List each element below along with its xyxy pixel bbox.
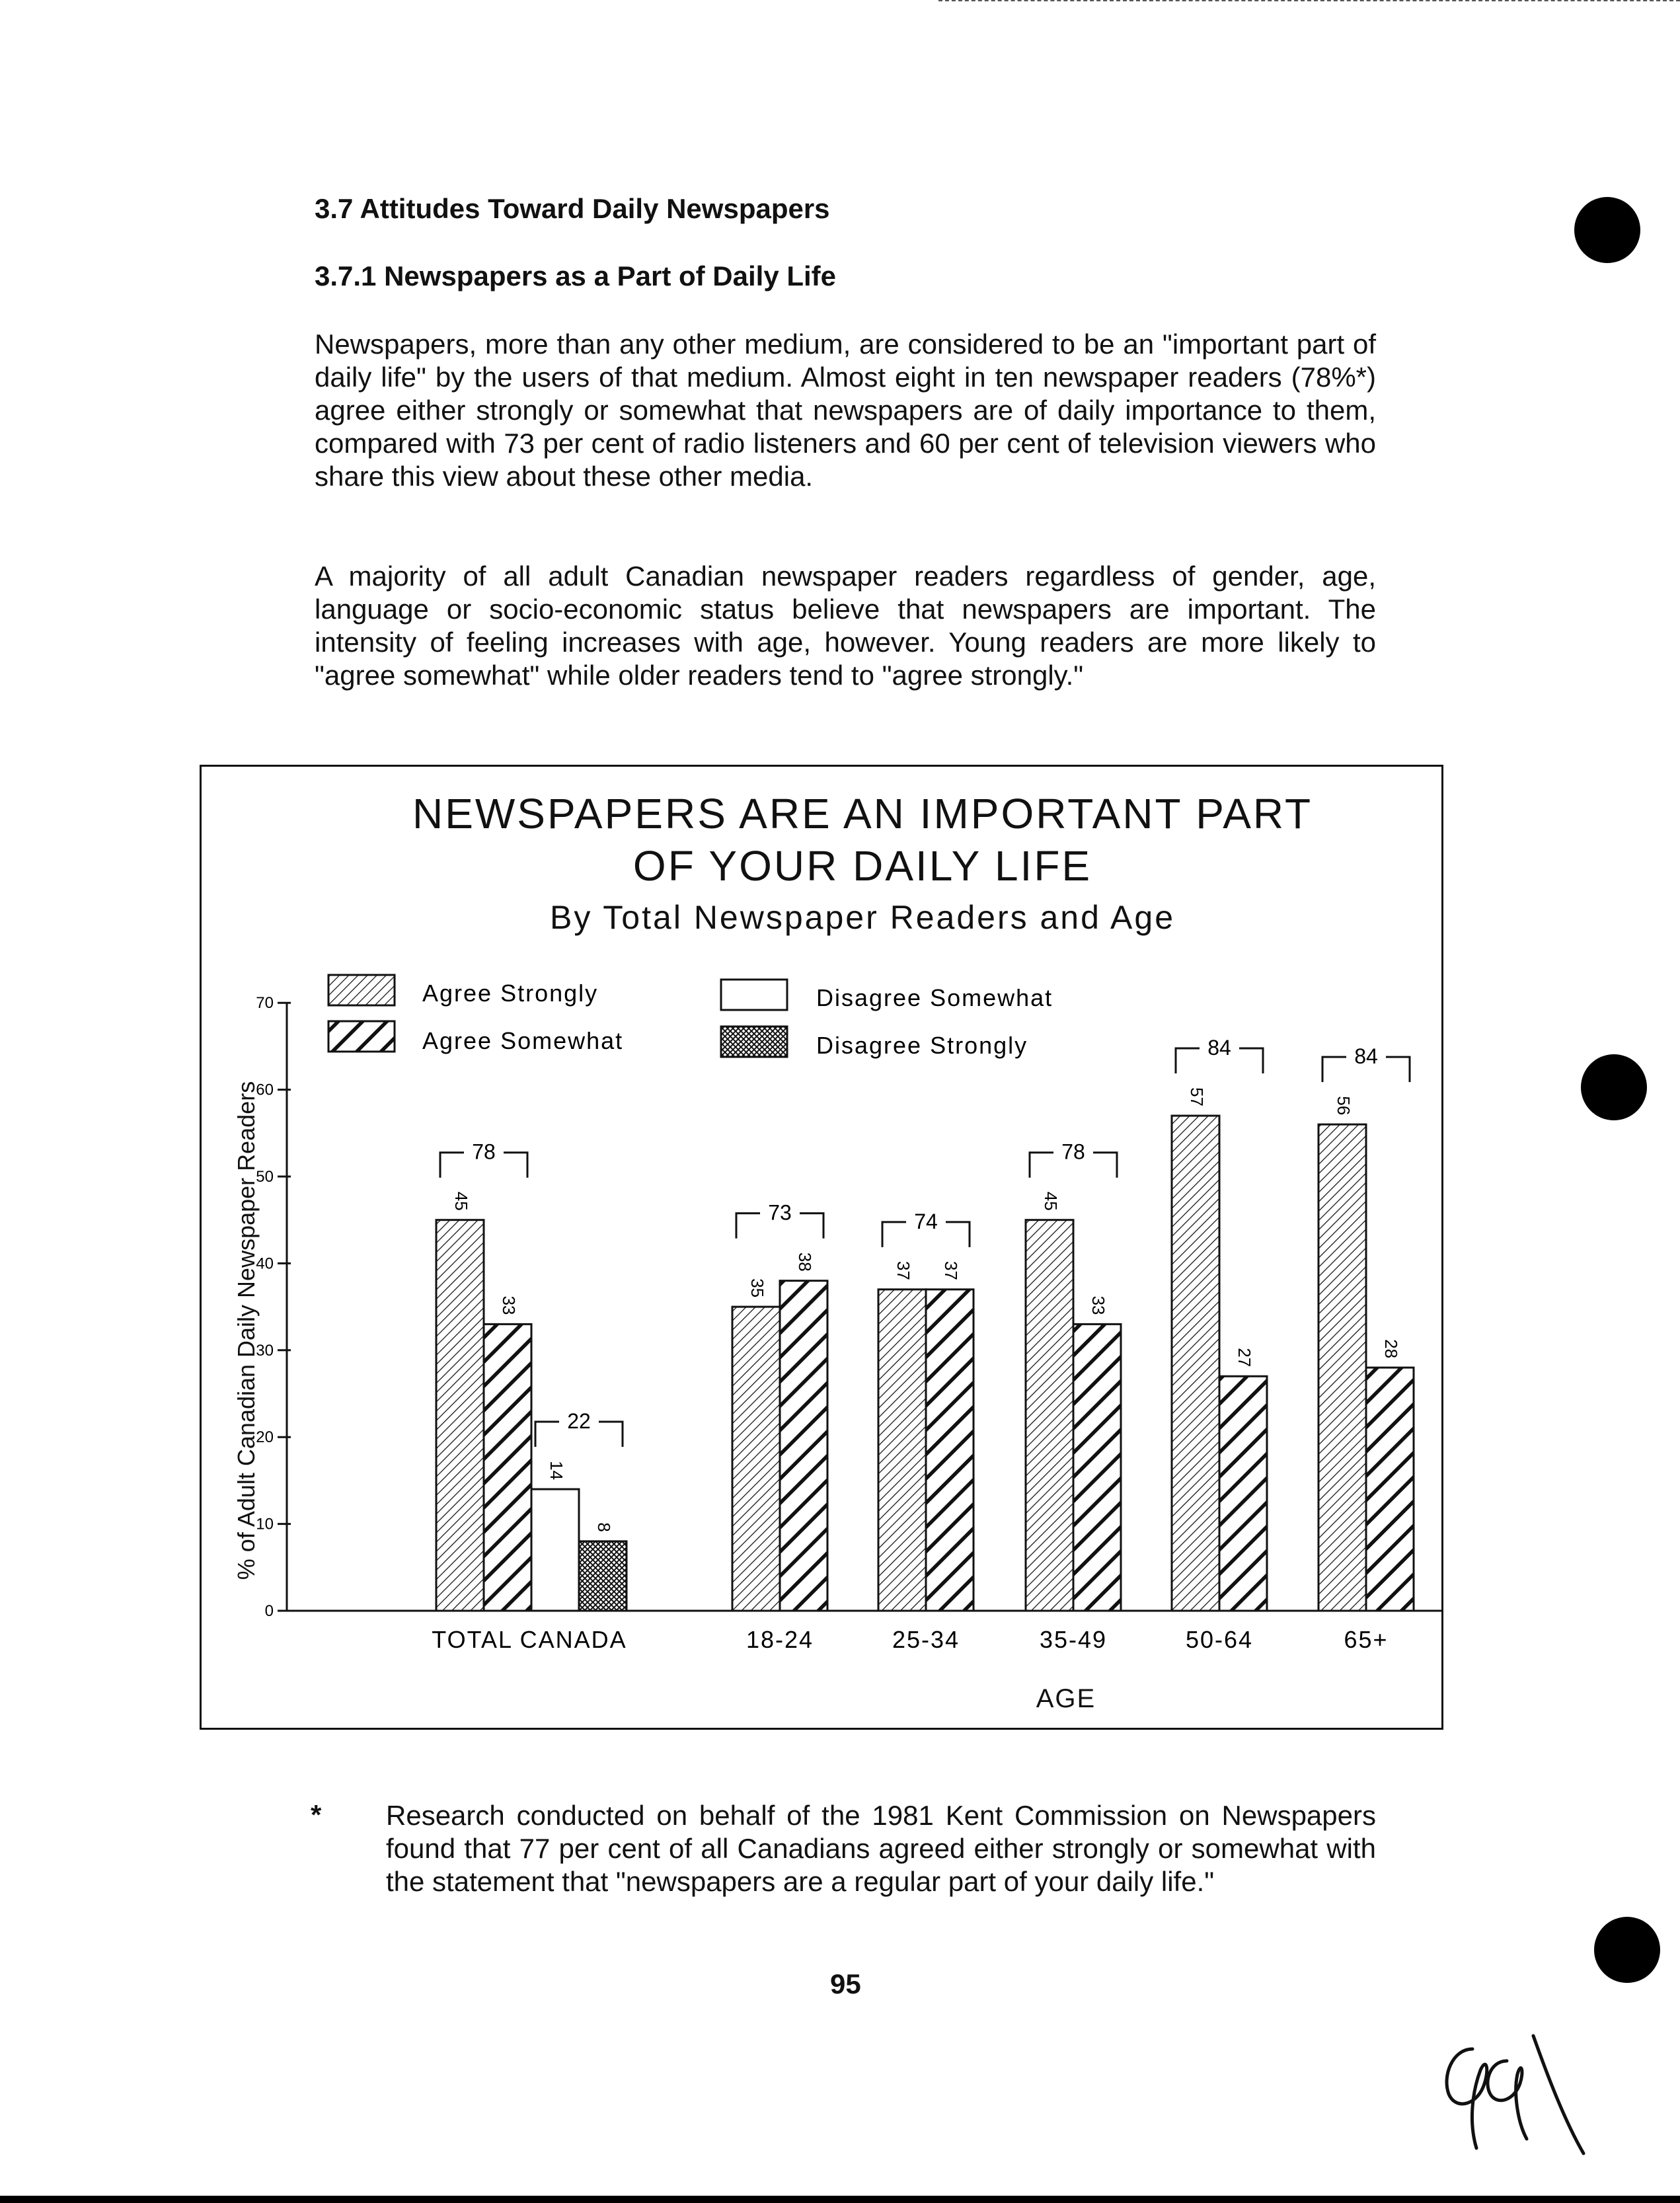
x-category-label: 18-24 [745, 1626, 814, 1653]
binder-hole-2 [1581, 1054, 1647, 1120]
bracket-total-label: 22 [567, 1409, 591, 1434]
footnote-marker: * [311, 1799, 322, 1830]
bar-value-label: 37 [941, 1260, 962, 1280]
y-tick-label: 70 [256, 994, 274, 1013]
bar-value-label: 56 [1334, 1096, 1354, 1116]
y-tick-label: 60 [256, 1081, 274, 1099]
legend-label-agree-strongly: Agree Strongly [422, 980, 599, 1007]
page-number: 95 [830, 1968, 861, 1999]
y-tick-label: 0 [264, 1602, 274, 1620]
legend-swatch-agree-strongly [328, 975, 395, 1005]
x-category-label: TOTAL CANADA [432, 1626, 627, 1653]
legend [328, 975, 1053, 1059]
binder-hole-1 [1574, 197, 1640, 263]
y-tick-label: 40 [256, 1255, 274, 1273]
bar-value-label: 28 [1381, 1339, 1402, 1359]
bar-value-label: 37 [894, 1260, 914, 1280]
y-tick-label: 30 [256, 1341, 274, 1360]
bar-value-label: 33 [499, 1295, 519, 1315]
subsection-heading: 3.7.1 Newspapers as a Part of Daily Life [315, 260, 837, 291]
y-axis-title: % of Adult Canadian Daily Newspaper Readers [233, 1081, 260, 1580]
scan-bottom-edge [0, 2196, 1680, 2203]
bar-value-label: 57 [1187, 1087, 1207, 1107]
paragraph-2: A majority of all adult Canadian newspaper readers regardless of gender, age, language or socio-economic status believe that newspapers are important. The intensity of feeling increases with age, however. Young readers are more likely to "agree somewhat" while older readers tend to "agree strongly." [315, 560, 1376, 691]
bar [579, 1541, 627, 1611]
bar-value-label: 33 [1088, 1295, 1109, 1315]
y-tick-label: 20 [256, 1428, 274, 1447]
bracket-total-label: 78 [1061, 1140, 1085, 1164]
bracket-total-label: 73 [768, 1200, 792, 1225]
chart-frame [200, 765, 1443, 1730]
legend-label-disagree-strongly: Disagree Strongly [816, 1032, 1028, 1059]
bar [1172, 1116, 1219, 1611]
legend-swatch-disagree-strongly [721, 1026, 787, 1057]
bar-value-label: 35 [747, 1278, 768, 1298]
legend-label-agree-somewhat: Agree Somewhat [422, 1027, 624, 1054]
bar-value-label: 45 [451, 1191, 472, 1211]
chart-title-line-1: NEWSPAPERS ARE AN IMPORTANT PART [412, 790, 1313, 837]
bar [1026, 1220, 1073, 1611]
bracket-total-label: 78 [472, 1140, 496, 1164]
legend-label-disagree-somewhat: Disagree Somewhat [816, 984, 1053, 1011]
scan-top-edge [938, 0, 1680, 4]
x-category-label: 35-49 [1039, 1626, 1108, 1653]
bar [436, 1220, 484, 1611]
bracket-total-label: 74 [914, 1209, 938, 1233]
legend-swatch-agree-somewhat [328, 1021, 395, 1052]
binder-hole-3 [1594, 1917, 1660, 1983]
bracket-total-label: 84 [1207, 1036, 1231, 1060]
x-category-label: 25-34 [892, 1626, 960, 1653]
bar [1366, 1368, 1414, 1611]
bar [531, 1489, 579, 1611]
bar [732, 1307, 780, 1611]
bar [1073, 1324, 1121, 1611]
chart-subtitle: By Total Newspaper Readers and Age [549, 899, 1176, 936]
footnote-text: Research conducted on behalf of the 1981 Kent Commission on Newspapers found that 77 per cent of all Canadians agreed either strongly or somewhat with the statement that "newspapers are a regular part of your daily life." [386, 1800, 1376, 1897]
bar-value-label: 38 [795, 1252, 816, 1272]
bar [1318, 1124, 1366, 1611]
bar-value-label: 45 [1041, 1191, 1061, 1211]
x-axis-title: AGE [1036, 1684, 1096, 1713]
bar [926, 1290, 974, 1611]
bar [484, 1324, 531, 1611]
y-tick-label: 50 [256, 1168, 274, 1186]
paragraph-1: Newspapers, more than any other medium, are considered to be an "important part of daily life" by the users of that medium. Almost eight in ten newspaper readers (78%*) agree either strongly or somewhat that newspapers are of daily importance to them, compared with 73 per cent of radio listeners and 60 per cent of television viewers who share this view about these other media. [315, 329, 1376, 492]
chart-title-line-2: OF YOUR DAILY LIFE [632, 842, 1092, 890]
x-category-label: 50-64 [1185, 1626, 1254, 1653]
bar-value-label: 14 [547, 1461, 567, 1481]
bar-value-label: 27 [1235, 1348, 1255, 1368]
bar [780, 1281, 827, 1611]
bracket-total-label: 84 [1354, 1044, 1378, 1069]
bar [878, 1290, 926, 1611]
bar [1219, 1376, 1267, 1611]
bar-chart [202, 767, 1441, 1728]
y-tick-label: 10 [256, 1515, 274, 1533]
legend-swatch-disagree-somewhat [721, 980, 787, 1010]
section-heading: 3.7 Attitudes Toward Daily Newspapers [315, 193, 830, 224]
bar-value-label: 8 [594, 1522, 615, 1532]
x-category-label: 65+ [1344, 1626, 1389, 1653]
handwritten-page-number [1434, 2009, 1593, 2161]
